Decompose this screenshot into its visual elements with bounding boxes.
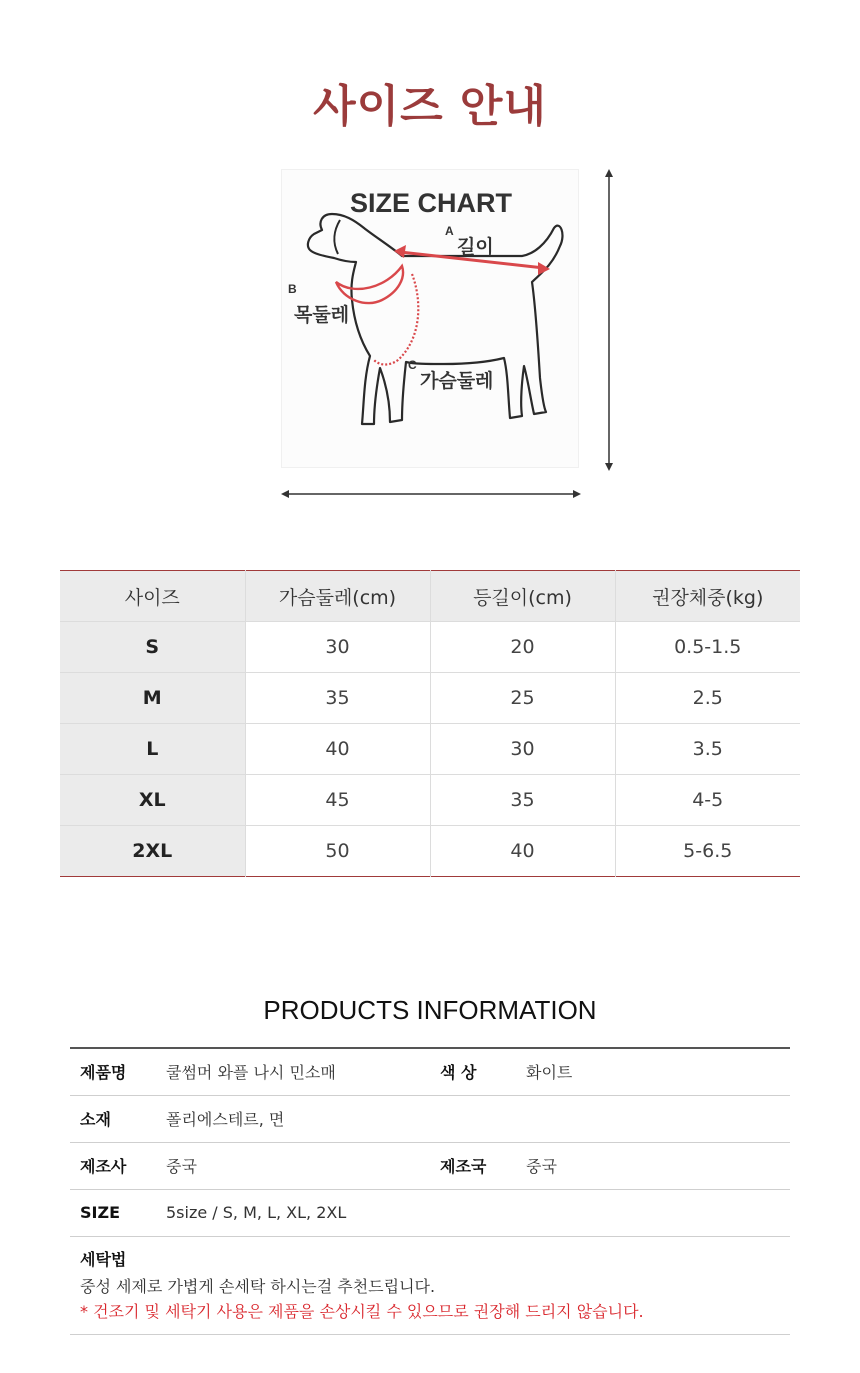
table-row	[70, 1189, 790, 1236]
size-value: 5size / S, M, L, XL, 2XL	[156, 1189, 790, 1236]
table-row	[70, 1048, 790, 1095]
table-row	[60, 673, 800, 724]
weight-cell: 3.5	[615, 724, 800, 775]
weight-cell: 0.5-1.5	[615, 622, 800, 673]
wash-text: 중성 세제로 가볍게 손세탁 하시는걸 추천드립니다.	[80, 1276, 436, 1296]
weight-cell: 5-6.5	[615, 826, 800, 877]
size-table-header: 등길이(cm)	[430, 571, 615, 622]
maker-value: 중국	[156, 1142, 430, 1189]
weight-cell: 2.5	[615, 673, 800, 724]
size-table-header-row	[60, 571, 800, 622]
page-title: 사이즈 안내	[313, 81, 547, 132]
back-length-cell: 35	[430, 775, 615, 826]
size-table-header: 사이즈	[60, 571, 245, 622]
back-length-cell: 25	[430, 673, 615, 724]
material-label: 소재	[70, 1095, 156, 1142]
chest-label: 가슴둘레	[420, 370, 494, 392]
color-label: 색 상	[430, 1048, 516, 1095]
maker-label: 제조사	[70, 1142, 156, 1189]
table-row	[60, 826, 800, 877]
size-table-header: 가슴둘레(cm)	[245, 571, 430, 622]
neck-letter: B	[288, 282, 297, 296]
products-info-table	[70, 1047, 790, 1335]
chest-cell: 35	[245, 673, 430, 724]
table-row	[60, 724, 800, 775]
wash-cell	[70, 1236, 790, 1334]
length-letter: A	[445, 224, 454, 238]
product-name-value: 쿨썸머 와플 나시 민소매	[156, 1048, 430, 1095]
size-cell: S	[60, 622, 245, 673]
size-cell: M	[60, 673, 245, 724]
size-cell: 2XL	[60, 826, 245, 877]
size-cell: L	[60, 724, 245, 775]
back-length-cell: 40	[430, 826, 615, 877]
product-name-label: 제품명	[70, 1048, 156, 1095]
dimension-arrows-icon	[270, 160, 630, 510]
table-row	[70, 1236, 790, 1334]
size-chart-title: SIZE CHART	[350, 188, 512, 218]
material-value: 폴리에스테르, 면	[156, 1095, 790, 1142]
color-value: 화이트	[516, 1048, 790, 1095]
back-length-cell: 20	[430, 622, 615, 673]
products-info-title: PRODUCTS INFORMATION	[263, 995, 597, 1025]
size-table	[60, 570, 800, 877]
chest-cell: 50	[245, 826, 430, 877]
table-row	[60, 775, 800, 826]
chest-cell: 45	[245, 775, 430, 826]
wash-warning: * 건조기 및 세탁기 사용은 제품을 손상시킬 수 있으므로 권장해 드리지 않습니다.	[80, 1301, 644, 1321]
chest-letter: C	[408, 358, 417, 372]
size-chart-illustration	[270, 160, 630, 510]
chest-cell: 30	[245, 622, 430, 673]
size-table-header: 권장체중(kg)	[615, 571, 800, 622]
length-label: 길이	[457, 236, 494, 258]
wash-label: 세탁법	[80, 1249, 127, 1269]
table-row	[60, 622, 800, 673]
country-value: 중국	[516, 1142, 790, 1189]
size-cell: XL	[60, 775, 245, 826]
country-label: 제조국	[430, 1142, 516, 1189]
table-row	[70, 1095, 790, 1142]
back-length-cell: 30	[430, 724, 615, 775]
size-label: SIZE	[70, 1189, 156, 1236]
table-row	[70, 1142, 790, 1189]
weight-cell: 4-5	[615, 775, 800, 826]
chest-cell: 40	[245, 724, 430, 775]
neck-label: 목둘레	[294, 304, 350, 326]
